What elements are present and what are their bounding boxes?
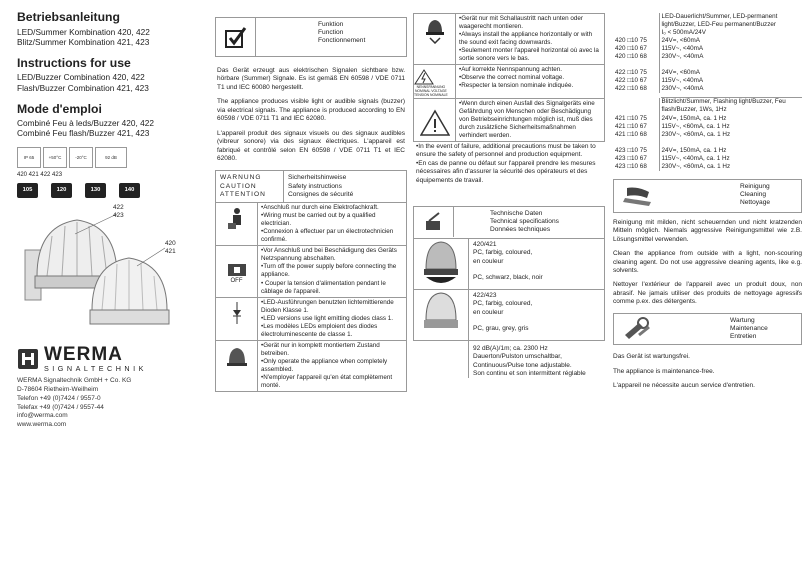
safety-item: •Turn off the power supply before connecting the appliance. — [261, 263, 397, 279]
sound-outlet-icon — [414, 14, 456, 64]
warn-de: WARNUNG — [220, 174, 262, 182]
safety-item: •Gerät nur in komplett montiertem Zustand betreiben. — [261, 341, 380, 357]
article-code: 422 □10 67 — [613, 77, 659, 85]
safety-item: •En cas de panne ou défaut sur l'appareil prendre les mesures nécessaires afin d'assurer la sécurité des opérateurs et des équipements de travail. — [416, 159, 596, 184]
article-spec: 24V=, <60mA — [661, 37, 701, 45]
tech-line: en couleur — [473, 308, 504, 316]
function-text-en: The appliance produces visible light or audible signals (buzzer) via electrical signals. The appliance is produced according to EN 60598 / VDE 0711 T1 and IEC 62080. — [217, 98, 405, 123]
label-420-421: 420 421 — [165, 240, 176, 256]
power-off-icon — [216, 246, 258, 296]
article-code: 421 □10 68 — [613, 131, 659, 139]
height-badge: 105 — [17, 183, 38, 198]
header-fr: Consignes de sécurité — [288, 190, 354, 198]
tech-line: 420/421 — [473, 240, 497, 248]
function-text-de: Das Gerät erzeugt aus elektrischen Signalen sichtbare bzw. hörbare (Summer) Signale. Es ist gemäß EN 60598 / VDE 0711 T1 und IEC 60080 hergestellt. — [217, 67, 405, 91]
safety-item: •LED versions use light emitting diodes class 1. — [261, 314, 394, 322]
heading: Instructions for use — [17, 55, 131, 70]
header-de: Funktion — [318, 21, 344, 28]
label-422-423: 422 423 — [113, 204, 124, 220]
article-code: 420 □10 75 — [613, 37, 659, 45]
temperature-high-icon: +50°C — [43, 147, 67, 168]
safety-item: •Wenn durch einen Ausfall des Signalgeräts eine Gefährdung von Menschen oder Beschädigung von Betriebseinrichtungen möglich ist, muß dies durch zusätzliche Sicherheitsmaßnahmen verhindert werden. — [459, 99, 595, 139]
address-line: WERMA Signaltechnik GmbH + Co. KG — [17, 377, 132, 385]
safety-row — [413, 13, 605, 65]
safety-row — [215, 246, 407, 297]
voltage-icon — [414, 65, 456, 97]
tech-row-422-423 — [413, 290, 605, 341]
spec-line: 92 dB(A)/1m; ca. 2300 Hz — [473, 344, 548, 352]
checkmark-icon — [216, 18, 256, 56]
cleaning-text-fr: Nettoyer l'extérieur de l'appareil avec un produit doux, non abrasif. Ne jamais utiliser des produits de nettoyage agressifs comme p.ex. des détergents. — [613, 281, 802, 306]
ordering-column — [613, 0, 802, 567]
maintenance-text-de: Das Gerät ist wartungsfrei. — [613, 353, 690, 361]
article-spec: 115V~, <40mA — [661, 45, 704, 53]
safety-item: •Les modèles LEDs emploient des diodes électroluminescente de classe 1. — [261, 322, 378, 338]
safety-tech-column — [413, 0, 605, 567]
article-spec: 24V=, 150mA, ca. 1 Hz — [661, 146, 727, 154]
led-variants-table — [613, 13, 802, 93]
brand-name: WERMA — [44, 344, 123, 366]
article-code: 420 □10 68 — [613, 53, 659, 61]
voltage-icon-label: NENNSPANNUNG NOMINAL VOLTAGE TENSION NOMINALE — [414, 85, 448, 98]
title-column — [0, 0, 200, 567]
product-image-icon — [17, 206, 187, 331]
tech-line: 422/423 — [473, 291, 497, 299]
tech-line: PC, farbig, coloured, — [473, 249, 533, 257]
cleaning-header — [613, 179, 802, 213]
brand-tagline: SIGNALTECHNIK — [44, 364, 147, 374]
tech-line: en couleur — [473, 257, 504, 265]
tech-specs — [468, 341, 605, 379]
height-badge: 130 — [85, 183, 106, 198]
article-code: 423 □10 75 — [613, 147, 659, 155]
werma-logo-icon — [17, 348, 39, 370]
address-line: Telefax +49 (0)7424 / 9557-44 — [17, 403, 104, 411]
article-code: 421 □10 67 — [613, 123, 659, 131]
spec-line: Continuous/Pulse tone adjustable. — [473, 361, 572, 369]
spec-line: Son continu et son intermittent réglable — [473, 369, 586, 377]
maintenance-header — [613, 313, 802, 346]
address-line: D-78604 Rietheim-Weilheim — [17, 386, 99, 394]
product-illustration — [17, 206, 188, 331]
safety-item: •In the event of failure, additional precautions must be taken to ensure the safety of personnel and production equipment. — [416, 142, 596, 159]
article-spec: 230V~, <40mA — [661, 53, 704, 61]
header-fr: Nettoyage — [740, 199, 771, 207]
function-column — [215, 0, 407, 567]
tech-line: PC, grau, grey, gris — [473, 324, 529, 332]
led-icon — [216, 298, 258, 340]
subtitle: Combiné Feu à leds/Buzzer 420, 422 — [17, 118, 154, 129]
flash-variants-table — [613, 98, 802, 170]
maintenance-text-en: The appliance is maintenance-free. — [613, 367, 715, 375]
safety-item: •Anschluß nur durch eine Elektrofachkraft. — [261, 204, 379, 212]
tools-icon — [414, 207, 454, 237]
tech-header — [413, 206, 605, 239]
tech-row-420-421 — [413, 239, 605, 290]
article-code: 423 □10 67 — [613, 155, 659, 163]
header-en: Cleaning — [740, 191, 767, 199]
article-code: 422 □10 75 — [613, 69, 659, 77]
title-fr — [17, 102, 188, 139]
safety-header — [215, 170, 407, 203]
article-spec: 115V~, <60mA, ca. 1 Hz — [661, 122, 730, 130]
table-intro-note: I₀ < 500mA/24V — [661, 29, 706, 37]
model-codes: 420 421 422 423 — [17, 172, 63, 179]
title-en — [17, 56, 188, 93]
maintenance-text-fr: L'appareil ne nécessite aucun service d'entretien. — [613, 382, 755, 390]
heading: Mode d'emploi — [17, 101, 102, 116]
subtitle: Combiné Feu flash/Buzzer 421, 423 — [17, 128, 150, 139]
table-intro: LED-Dauerlicht/Summer, LED-permanent light/Buzzer, LED-Feu permanent/Buzzer — [661, 13, 778, 29]
spec-icons — [17, 147, 188, 168]
subtitle: LED/Summer Kombination 420, 422 — [17, 26, 150, 37]
spec-line: Dauerton/Pulston umschaltbar, — [473, 353, 562, 361]
article-spec: 230V~, <60mA, ca. 1 Hz — [661, 130, 731, 138]
tech-line: PC, farbig, coloured, — [473, 300, 533, 308]
cleaning-icon — [614, 180, 662, 212]
safety-row — [215, 298, 407, 341]
safety-item: •Always install the appliance horizontally or with the sound exit facing downwards. — [459, 31, 593, 47]
function-text-fr: L'appareil produit des signaux visuels ou des signaux audibles (vibreur sonore) via des signaux électriques. L'appareil est fabriqué et contrôlé selon EN 60598 / VDE 0711 T1 et IEC 62080. — [217, 129, 405, 162]
sound-level-icon: 92 dB — [95, 147, 127, 168]
werma-logo — [17, 345, 188, 373]
tech-line: PC, schwarz, black, noir — [473, 273, 543, 281]
safety-item: •Gerät nur mit Schallaustritt nach unten oder waagerecht montieren. — [459, 15, 584, 31]
article-code: 420 □10 67 — [613, 45, 659, 53]
warn-fr: ATTENTION — [220, 190, 266, 198]
cleaning-text-de: Reinigung mit milden, nicht scheuernden und nicht kratzenden Mitteln möglich. Niemals aggressive Reinigungsmittel wie z.B. Lösungsmittel verwenden. — [613, 218, 802, 243]
header-de: Technische Daten — [490, 209, 543, 217]
header-en: Maintenance — [730, 324, 768, 332]
table-intro: Blitzlicht/Summer, Flashing light/Buzzer, Feu flash/Buzzer, 1Ws, 1Hz — [661, 98, 786, 114]
safety-item: •Observe the correct nominal voltage. — [459, 74, 565, 82]
header-de: Reinigung — [740, 182, 770, 190]
warn-en: CAUTION — [220, 182, 257, 190]
dome-icon — [414, 239, 469, 289]
safety-row — [215, 341, 407, 392]
electrician-icon — [216, 203, 258, 245]
article-spec: 24V=, <60mA — [661, 69, 701, 77]
subtitle: LED/Buzzer Combination 420, 422 — [17, 72, 145, 83]
safety-item: •Auf korrekte Nennspannung achten. — [459, 66, 563, 74]
header-fr: Entretien — [730, 333, 757, 341]
article-spec: 230V~, <40mA — [661, 85, 704, 93]
safety-item: •Respecter la tension nominale indiquée. — [459, 82, 574, 90]
article-spec: 115V~, <40mA — [661, 77, 704, 85]
article-spec: 230V~, <60mA, ca. 1 Hz — [661, 162, 731, 170]
safety-item: •Vor Anschluß und bei Beschädigung des Geräts Netzspannung abschalten. — [261, 247, 397, 263]
dome-icon — [414, 290, 469, 340]
subtitle: Blitz/Summer Kombination 421, 423 — [17, 36, 150, 47]
temperature-low-icon: -20°C — [69, 147, 93, 168]
height-badge: 140 — [119, 183, 140, 198]
header-fr: Fonctionnement — [318, 37, 366, 45]
title-de — [17, 10, 188, 47]
safety-item: •Only operate the appliance when completely assembled. — [261, 357, 388, 373]
safety-row — [215, 203, 407, 246]
heading: Betriebsanleitung — [17, 10, 120, 24]
article-spec: 115V~, <40mA, ca. 1 Hz — [661, 154, 730, 162]
off-label: OFF — [230, 277, 243, 284]
header-en: Function — [318, 29, 344, 37]
article-code: 422 □10 68 — [613, 85, 659, 93]
cleaning-text-en: Clean the appliance from outside with a light, non-scouring cleaning agent. Do not use aggressive cleaning agents, like e.g. solvents. — [613, 250, 802, 274]
header-en: Technical specifications — [490, 218, 559, 226]
header-de: Wartung — [730, 316, 755, 324]
address-line: Telefon +49 (0)7424 / 9557-0 — [17, 394, 101, 402]
article-spec: 24V=, 150mA, ca. 1 Hz — [661, 114, 727, 122]
safety-tail — [413, 142, 605, 186]
warning-icon — [414, 99, 456, 141]
ip-rating-icon: IP 65 — [17, 147, 41, 168]
email-link[interactable]: info@werma.com — [17, 412, 68, 420]
safety-item: •Wiring must be carried out by a qualified electrician. — [261, 212, 376, 228]
safety-item: •LED-Ausführungen benutzten lichtemittierende Dioden Klasse 1. — [261, 298, 394, 314]
article-code: 423 □10 68 — [613, 163, 659, 171]
article-code: 421 □10 75 — [613, 115, 659, 123]
safety-row — [413, 65, 605, 98]
subtitle: Flash/Buzzer Combination 421, 423 — [17, 82, 149, 93]
height-badge: 120 — [51, 183, 72, 198]
header-en: Safety instructions — [288, 182, 342, 190]
address — [17, 377, 188, 430]
safety-item: •Connexion à effectuer par un électrotechnicien confirmé. — [261, 228, 394, 244]
header-de: Sicherheitshinweise — [288, 174, 347, 182]
safety-item: • Couper la tension d'alimentation pendant le câblage de l'appareil. — [261, 279, 386, 295]
function-header — [215, 17, 407, 57]
website-link[interactable]: www.werma.com — [17, 421, 67, 429]
safety-item: •Seulement monter l'appareil horizontal où avec la sortie sonore vers le bas. — [459, 47, 599, 63]
header-fr: Données techniques — [490, 226, 551, 234]
safety-row — [413, 99, 605, 142]
height-badges — [17, 183, 188, 198]
assembled-device-icon — [216, 341, 258, 391]
safety-item: •N'employer l'appareil qu'en état complètement monté. — [261, 374, 393, 390]
wrench-icon — [614, 314, 662, 344]
